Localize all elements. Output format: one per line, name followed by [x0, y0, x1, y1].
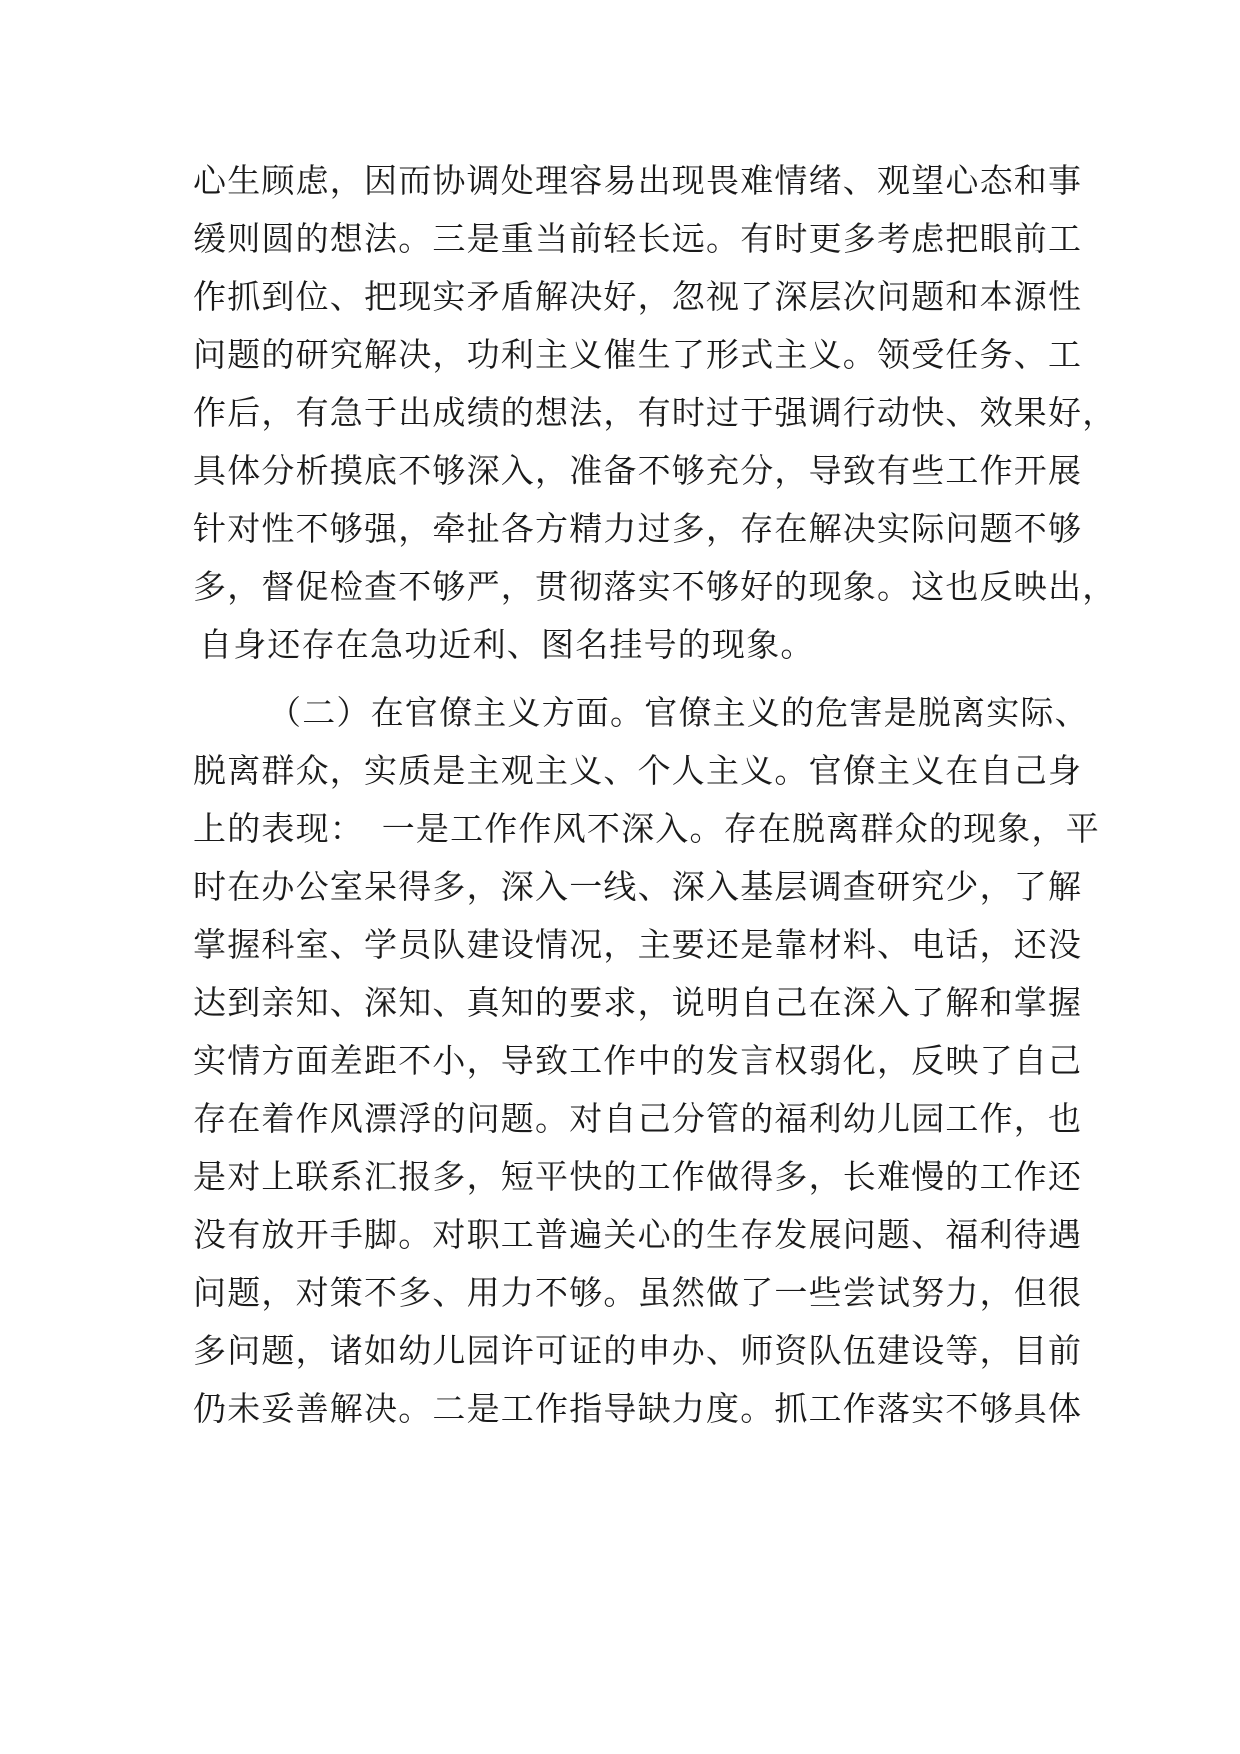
section-heading-line: （二）在官僚主义方面。官僚主义的危害是脱离实际、: [268, 693, 1089, 732]
text-line: 自身还存在急功近利、图名挂号的现象。: [199, 625, 815, 664]
text-line: 上的表现： 一是工作作风不深入。存在脱离群众的现象，平: [193, 809, 1100, 848]
text-line: 问题的研究解决，功利主义催生了形式主义。领受任务、工: [193, 335, 1083, 374]
text-line: 具体分析摸底不够深入，准备不够充分，导致有些工作开展: [193, 451, 1083, 490]
text-line: 没有放开手脚。对职工普遍关心的生存发展问题、福利待遇: [193, 1215, 1083, 1254]
text-line: 掌握科室、学员队建设情况，主要还是靠材料、电话，还没: [193, 925, 1083, 964]
text-line: 仍未妥善解决。二是工作指导缺力度。抓工作落实不够具体: [193, 1389, 1083, 1428]
text-line: 作后，有急于出成绩的想法，有时过于强调行动快、效果好，: [193, 393, 1117, 432]
text-line: 是对上联系汇报多，短平快的工作做得多，长难慢的工作还: [193, 1157, 1083, 1196]
text-line: 达到亲知、深知、真知的要求，说明自己在深入了解和掌握: [193, 983, 1083, 1022]
text-line: 针对性不够强，牵扯各方精力过多，存在解决实际问题不够: [193, 509, 1083, 548]
text-line: 脱离群众，实质是主观主义、个人主义。官僚主义在自己身: [193, 751, 1083, 790]
text-line: 缓则圆的想法。三是重当前轻长远。有时更多考虑把眼前工: [193, 219, 1083, 258]
text-line: 时在办公室呆得多，深入一线、深入基层调查研究少，了解: [193, 867, 1083, 906]
text-line: 存在着作风漂浮的问题。对自己分管的福利幼儿园工作，也: [193, 1099, 1083, 1138]
text-line: 实情方面差距不小，导致工作中的发言权弱化，反映了自己: [193, 1041, 1083, 1080]
text-line: 作抓到位、把现实矛盾解决好，忽视了深层次问题和本源性: [193, 277, 1083, 316]
text-line: 问题，对策不多、用力不够。虽然做了一些尝试努力，但很: [193, 1273, 1083, 1312]
text-line: 心生顾虑，因而协调处理容易出现畏难情绪、观望心态和事: [193, 161, 1083, 200]
text-line: 多，督促检查不够严，贯彻落实不够好的现象。这也反映出，: [193, 567, 1117, 606]
text-line: 多问题，诸如幼儿园许可证的申办、师资队伍建设等，目前: [193, 1331, 1083, 1370]
